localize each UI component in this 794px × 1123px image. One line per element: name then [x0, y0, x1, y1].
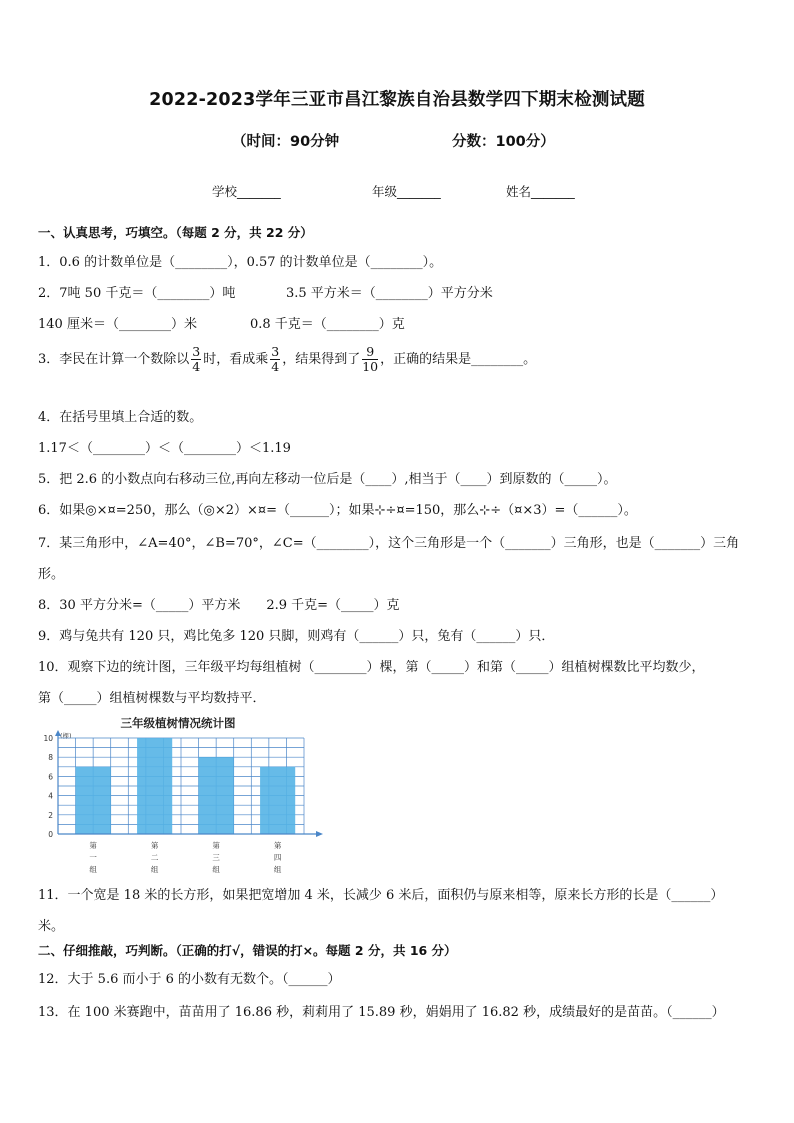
time-limit: （时间：90分钟	[232, 134, 340, 150]
grade-field[interactable]: 年级_______	[372, 184, 441, 199]
x-axis-arrow	[316, 831, 323, 837]
school-field[interactable]: 学校_______	[212, 184, 281, 199]
question-2-part-a: 2．7吨 50 千克＝（________）吨	[38, 286, 236, 301]
question-7: 7．某三角形中，∠A=40°，∠B=70°，∠C=（________），这个三角形是一个（_______）三角形，也是（_______）三角	[38, 536, 740, 551]
y-tick-label: 6	[48, 772, 53, 782]
question-3-text-d: ，正确的结果是________。	[380, 352, 537, 367]
question-2-part-c: 140 厘米＝（________）米	[38, 317, 197, 332]
x-tick-label: 第二组	[150, 841, 159, 873]
x-tick-label: 第一组	[89, 841, 97, 873]
x-tick-label: 第四组	[273, 841, 282, 873]
chart-title: 三年级植树情况统计图	[120, 716, 236, 730]
question-9: 9．鸡与兔共有 120 只，鸡比兔多 120 只脚，则鸡有（______）只，兔有（______）只．	[38, 629, 555, 644]
question-10: 10．观察下边的统计图，三年级平均每组植树（________）棵，第（_____）和第（_____）组植树棵数比平均数少，	[38, 660, 705, 675]
question-11: 11．一个宽是 18 米的长方形，如果把宽增加 4 米，长减少 6 米后，面积仍与原来相等，原来长方形的长是（______）	[38, 888, 724, 903]
y-tick-label: 4	[48, 791, 53, 801]
question-12: 12．大于 5.6 而小于 6 的小数有无数个。（______）	[38, 972, 341, 987]
bar-3	[199, 757, 234, 834]
y-tick-label: 10	[43, 734, 53, 743]
question-4: 4．在括号里填上合适的数。	[38, 410, 203, 425]
question-3-text-c: ，结果得到了	[282, 352, 361, 367]
fraction-numerator: 9	[362, 345, 378, 360]
question-6: 6．如果◎×¤=250，那么（◎×2）×¤=（______）；如果⊹÷¤=150，那么⊹÷（¤×3）=（______）。	[38, 503, 637, 518]
y-tick-label: 8	[48, 753, 53, 763]
x-tick-label: 第三组	[212, 841, 220, 873]
question-3-text-a: 3．李民在计算一个数除以	[38, 352, 190, 367]
tree-planting-bar-chart	[28, 708, 328, 873]
y-tick-label: 0	[48, 830, 53, 839]
question-2-part-b: 3.5 平方米＝（________）平方分米	[286, 286, 493, 301]
bar-4	[260, 767, 295, 834]
question-11-continued: 米。	[38, 919, 65, 934]
section-heading-1: 一、认真思考，巧填空。（每题 2 分，共 22 分）	[38, 225, 313, 240]
bar-2	[137, 738, 172, 834]
y-axis-unit-label: (棵)	[60, 732, 72, 740]
fraction-three-fourths	[191, 345, 201, 374]
question-2-part-d: 0.8 千克＝（________）克	[250, 317, 405, 332]
question-8: 8．30 平方分米=（_____）平方米 2.9 千克=（_____）克	[38, 598, 400, 613]
fraction-nine-tenths	[362, 345, 378, 374]
question-5: 5．把 2.6 的小数点向右移动三位,再向左移动一位后是（____）,相当于（____）到原数的（_____）。	[38, 472, 617, 487]
fraction-numerator: 3	[271, 344, 280, 359]
question-3-text-b: 时，看成乘	[203, 352, 269, 367]
total-score: 分数：100分）	[452, 134, 555, 150]
fraction-numerator: 3	[192, 344, 201, 359]
question-7-continued: 形。	[38, 567, 65, 582]
fraction-denominator: 10	[362, 359, 379, 374]
bar-1	[76, 767, 111, 834]
fraction-three-fourths-2	[270, 345, 280, 374]
section-heading-2: 二、仔细推敲，巧判断。（正确的打√，错误的打×。每题 2 分，共 16 分）	[38, 943, 457, 958]
y-tick-label: 2	[48, 810, 53, 820]
question-3	[38, 345, 536, 374]
name-field[interactable]: 姓名_______	[506, 184, 575, 199]
fraction-denominator: 4	[271, 359, 280, 374]
question-1: 1．0.6 的计数单位是（________），0.57 的计数单位是（________）。	[38, 255, 443, 270]
question-4-blanks: 1.17＜（________）＜（________）＜1.19	[38, 441, 291, 456]
question-13: 13．在 100 米赛跑中，苗苗用了 16.86 秒，莉莉用了 15.89 秒，娟娟用了 16.82 秒，成绩最好的是苗苗。（______）	[38, 1005, 725, 1020]
question-10-continued: 第（_____）组植树棵数与平均数持平．	[38, 691, 266, 706]
page-title: 2022-2023学年三亚市昌江黎族自治县数学四下期末检测试题	[149, 90, 645, 110]
fraction-denominator: 4	[192, 359, 201, 374]
